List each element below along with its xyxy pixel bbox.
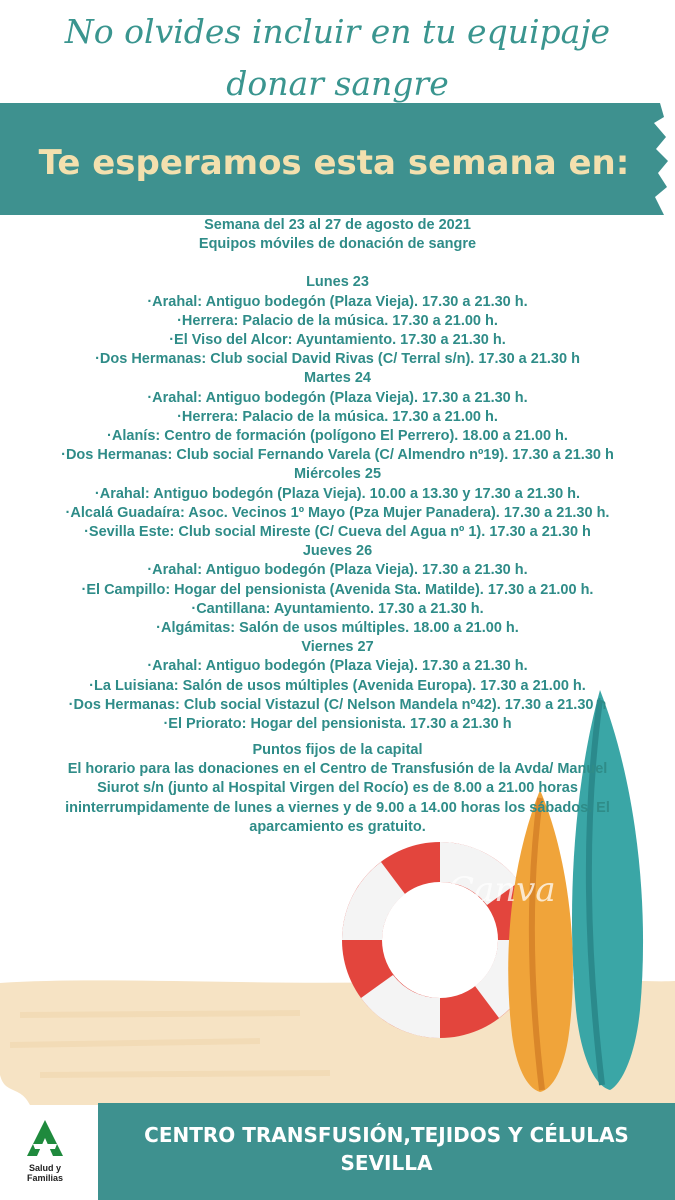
spacer — [0, 254, 675, 273]
location-item: ·Algámitas: Salón de usos múltiples. 18.00 a 21.00 h. — [156, 620, 519, 637]
footer-text — [98, 1121, 675, 1177]
fixed-points — [0, 741, 675, 837]
location-item: ·Dos Hermanas: Club social David Rivas (C/ Terral s/n). 17.30 a 21.30 h — [95, 351, 580, 368]
location-item: ·Herrera: Palacio de la música. 17.30 a 21.00 h. — [177, 312, 498, 329]
logo-line-1: Salud y — [28, 1163, 61, 1173]
banner-title: Te esperamos esta semana en: — [38, 143, 630, 183]
footer-line-2: SEVILLA — [340, 1151, 433, 1175]
schedule-subtitle: Equipos móviles de donación de sangre — [198, 236, 477, 253]
canva-watermark: Canva — [448, 870, 556, 910]
fixed-points-line: El horario para las donaciones en el Centro de Transfusión de la Avda/ Manuel — [67, 761, 608, 778]
headline-line-1: No olvides incluir en tu equipaje — [64, 12, 611, 51]
location-item: ·Herrera: Palacio de la música. 17.30 a 21.00 h. — [177, 408, 498, 425]
location-item: ·El Priorato: Hogar del pensionista. 17.30 a 21.30 h — [163, 716, 512, 733]
location-item: ·Arahal: Antiguo bodegón (Plaza Vieja). 17.30 a 21.30 h. — [147, 562, 528, 579]
location-item: ·Alanís: Centro de formación (polígono El Perrero). 18.00 a 21.00 h. — [107, 428, 568, 445]
fixed-points-line: Siurot s/n (junto al Hospital Virgen del Rocío) es de 8.00 a 21.00 horas — [97, 780, 578, 797]
footer-line-1: CENTRO TRANSFUSIÓN,TEJIDOS Y CÉLULAS — [144, 1123, 629, 1147]
fixed-points-title: Puntos fijos de la capital — [252, 742, 423, 758]
location-item: ·El Viso del Alcor: Ayuntamiento. 17.30 a 21.30 h. — [169, 332, 506, 349]
location-item: ·Dos Hermanas: Club social Fernando Varela (C/ Almendro nº19). 17.30 a 21.30 h — [61, 447, 614, 464]
location-item: ·El Campillo: Hogar del pensionista (Avenida Sta. Matilde). 17.30 a 21.00 h. — [81, 581, 594, 598]
footer-banner — [98, 1103, 675, 1200]
day-heading: Miércoles 25 — [293, 466, 382, 483]
location-item: ·Arahal: Antiguo bodegón (Plaza Vieja). 17.30 a 21.30 h. — [147, 293, 528, 310]
day-heading: Viernes 27 — [301, 639, 374, 656]
headline-line-2: donar sangre — [226, 64, 449, 103]
headline — [0, 6, 675, 110]
day-heading: Jueves 26 — [302, 543, 373, 560]
logo-line-2: Familias — [26, 1173, 64, 1183]
fixed-points-line: aparcamiento es gratuito. — [249, 818, 426, 835]
junta-logo — [10, 1118, 80, 1190]
location-item: ·Sevilla Este: Club social Mireste (C/ Cueva del Agua nº 1). 17.30 a 21.30 h — [84, 524, 591, 541]
fixed-points-line: ininterrumpidamente de lunes a viernes y de 9.00 a 14.00 horas los sábados. El — [65, 799, 610, 816]
day-heading: Martes 24 — [304, 370, 371, 387]
location-item: ·Dos Hermanas: Club social Vistazul (C/ Nelson Mandela nº42). 17.30 a 21.30 h — [68, 696, 607, 713]
banner — [0, 103, 668, 215]
location-item: ·La Luisiana: Salón de usos múltiples (Avenida Europa). 17.30 a 21.00 h. — [89, 677, 586, 694]
schedule — [0, 216, 675, 734]
location-item: ·Arahal: Antiguo bodegón (Plaza Vieja). 10.00 a 13.30 y 17.30 a 21.30 h. — [94, 485, 581, 502]
day-heading: Lunes 23 — [306, 274, 369, 291]
location-item: ·Arahal: Antiguo bodegón (Plaza Vieja). 17.30 a 21.30 h. — [147, 389, 528, 406]
junta-andalucia-logo-icon — [25, 1118, 65, 1158]
location-item: ·Arahal: Antiguo bodegón (Plaza Vieja). 17.30 a 21.30 h. — [147, 658, 528, 675]
location-item: ·Alcalá Guadaíra: Asoc. Vecinos 1º Mayo (Pza Mujer Panadera). 17.30 a 21.30 h. — [65, 504, 610, 521]
schedule-week: Semana del 23 al 27 de agosto de 2021 — [204, 217, 471, 233]
location-item: ·Cantillana: Ayuntamiento. 17.30 a 21.30 h. — [191, 600, 484, 617]
